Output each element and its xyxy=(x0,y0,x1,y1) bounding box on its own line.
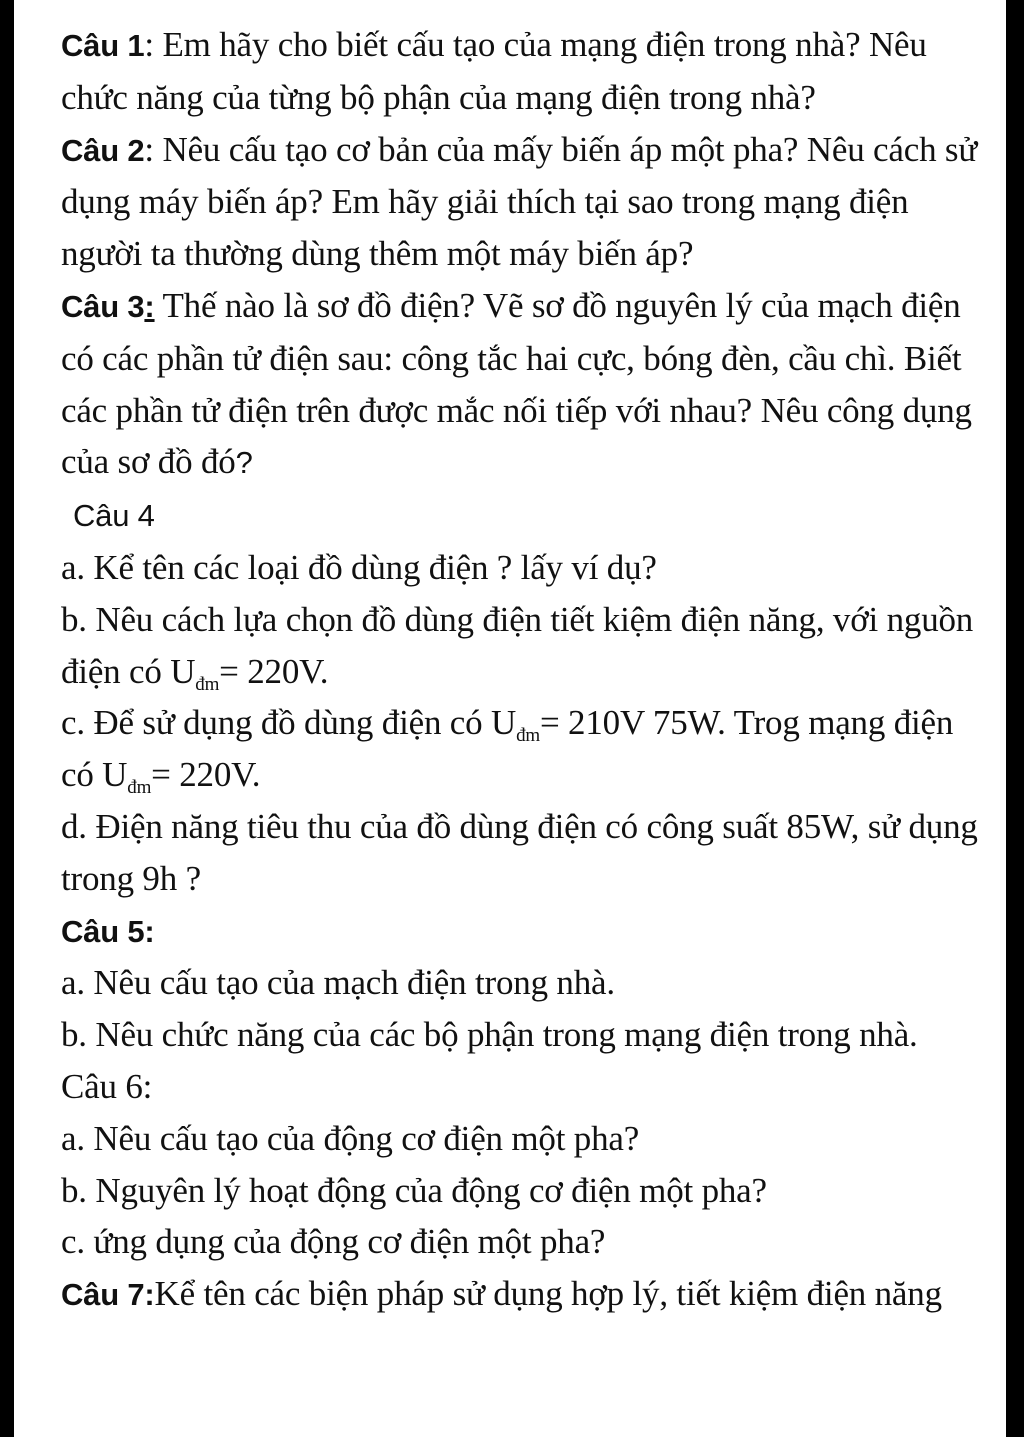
question-4-b-text: b. Nêu cách lựa chọn đồ dùng điện tiết kiệm điện năng, với nguồn điện có U xyxy=(61,599,974,691)
question-5-heading xyxy=(61,905,981,958)
question-4-d: d. Điện năng tiêu thu của đồ dùng điện có công suất 85W, sử dụng trong 9h ? xyxy=(61,806,978,898)
question-4-c xyxy=(61,697,981,801)
question-4-a: a. Kể tên các loại đồ dùng điện ? lấy ví dụ? xyxy=(61,547,657,587)
question-5-a: a. Nêu cấu tạo của mạch điện trong nhà. xyxy=(61,963,615,1003)
question-4-c-subscript-1: đm xyxy=(516,725,540,747)
question-6-heading: Câu 6: xyxy=(61,1066,153,1106)
question-3-text: Thế nào là sơ đồ điện? Vẽ sơ đồ nguyên lý của mạch điện có các phần tử điện sau: công tắc hai cực, bóng đèn, cầu chì. Biết các phần tử điện trên được mắc nối tiếp với nhau? Nêu công dụng của sơ đồ đó xyxy=(61,285,972,482)
question-7 xyxy=(61,1268,981,1321)
question-1-text: : Em hãy cho biết cấu tạo của mạng điện trong nhà? Nêu chức năng của từng bộ phận của mạng điện trong nhà? xyxy=(61,25,927,117)
question-4-label: Câu 4 xyxy=(73,498,155,534)
question-4-c-text2: Trog mạng điện có U xyxy=(61,703,954,795)
question-4-b-subscript: đm xyxy=(195,673,220,695)
question-7-label: Câu 7: xyxy=(61,1277,155,1313)
question-4-b-value: = 220V. xyxy=(219,651,329,691)
question-2 xyxy=(61,124,981,280)
question-1 xyxy=(61,19,981,124)
question-4-b xyxy=(61,594,981,698)
question-6-c: c. ứng dụng của động cơ điện một pha? xyxy=(61,1222,606,1262)
question-2-text: : Nêu cấu tạo cơ bản của mấy biến áp một pha? Nêu cách sử dụng máy biến áp? Em hãy giải thích tại sao trong mạng điện người ta thường dùng thêm một máy biến áp? xyxy=(61,129,978,274)
question-4-c-value2: = 220V. xyxy=(151,755,261,795)
question-3-colon: : xyxy=(144,288,155,324)
question-3 xyxy=(61,280,981,489)
question-4-c-subscript-2: đm xyxy=(127,777,152,799)
question-5-label: Câu 5: xyxy=(61,913,155,949)
question-4-c-value1: = 210V 75W. xyxy=(539,703,726,743)
question-3-label: Câu 3 xyxy=(61,288,145,324)
question-2-label: Câu 2 xyxy=(61,132,145,168)
question-3-end: ? xyxy=(235,445,253,481)
question-6-a: a. Nêu cấu tạo của động cơ điện một pha? xyxy=(61,1118,640,1158)
question-1-label: Câu 1 xyxy=(61,28,145,63)
document-page xyxy=(14,0,1006,1437)
question-4-heading xyxy=(61,489,981,542)
question-5-b: b. Nêu chức năng của các bộ phận trong mạng điện trong nhà. xyxy=(61,1015,918,1055)
question-7-text: Kể tên các biện pháp sử dụng hợp lý, tiết kiệm điện năng xyxy=(154,1274,942,1314)
question-6-b: b. Nguyên lý hoạt động của động cơ điện một pha? xyxy=(61,1170,767,1210)
question-4-c-text1: c. Để sử dụng đồ dùng điện có U xyxy=(61,703,517,743)
question-list xyxy=(61,19,981,1321)
